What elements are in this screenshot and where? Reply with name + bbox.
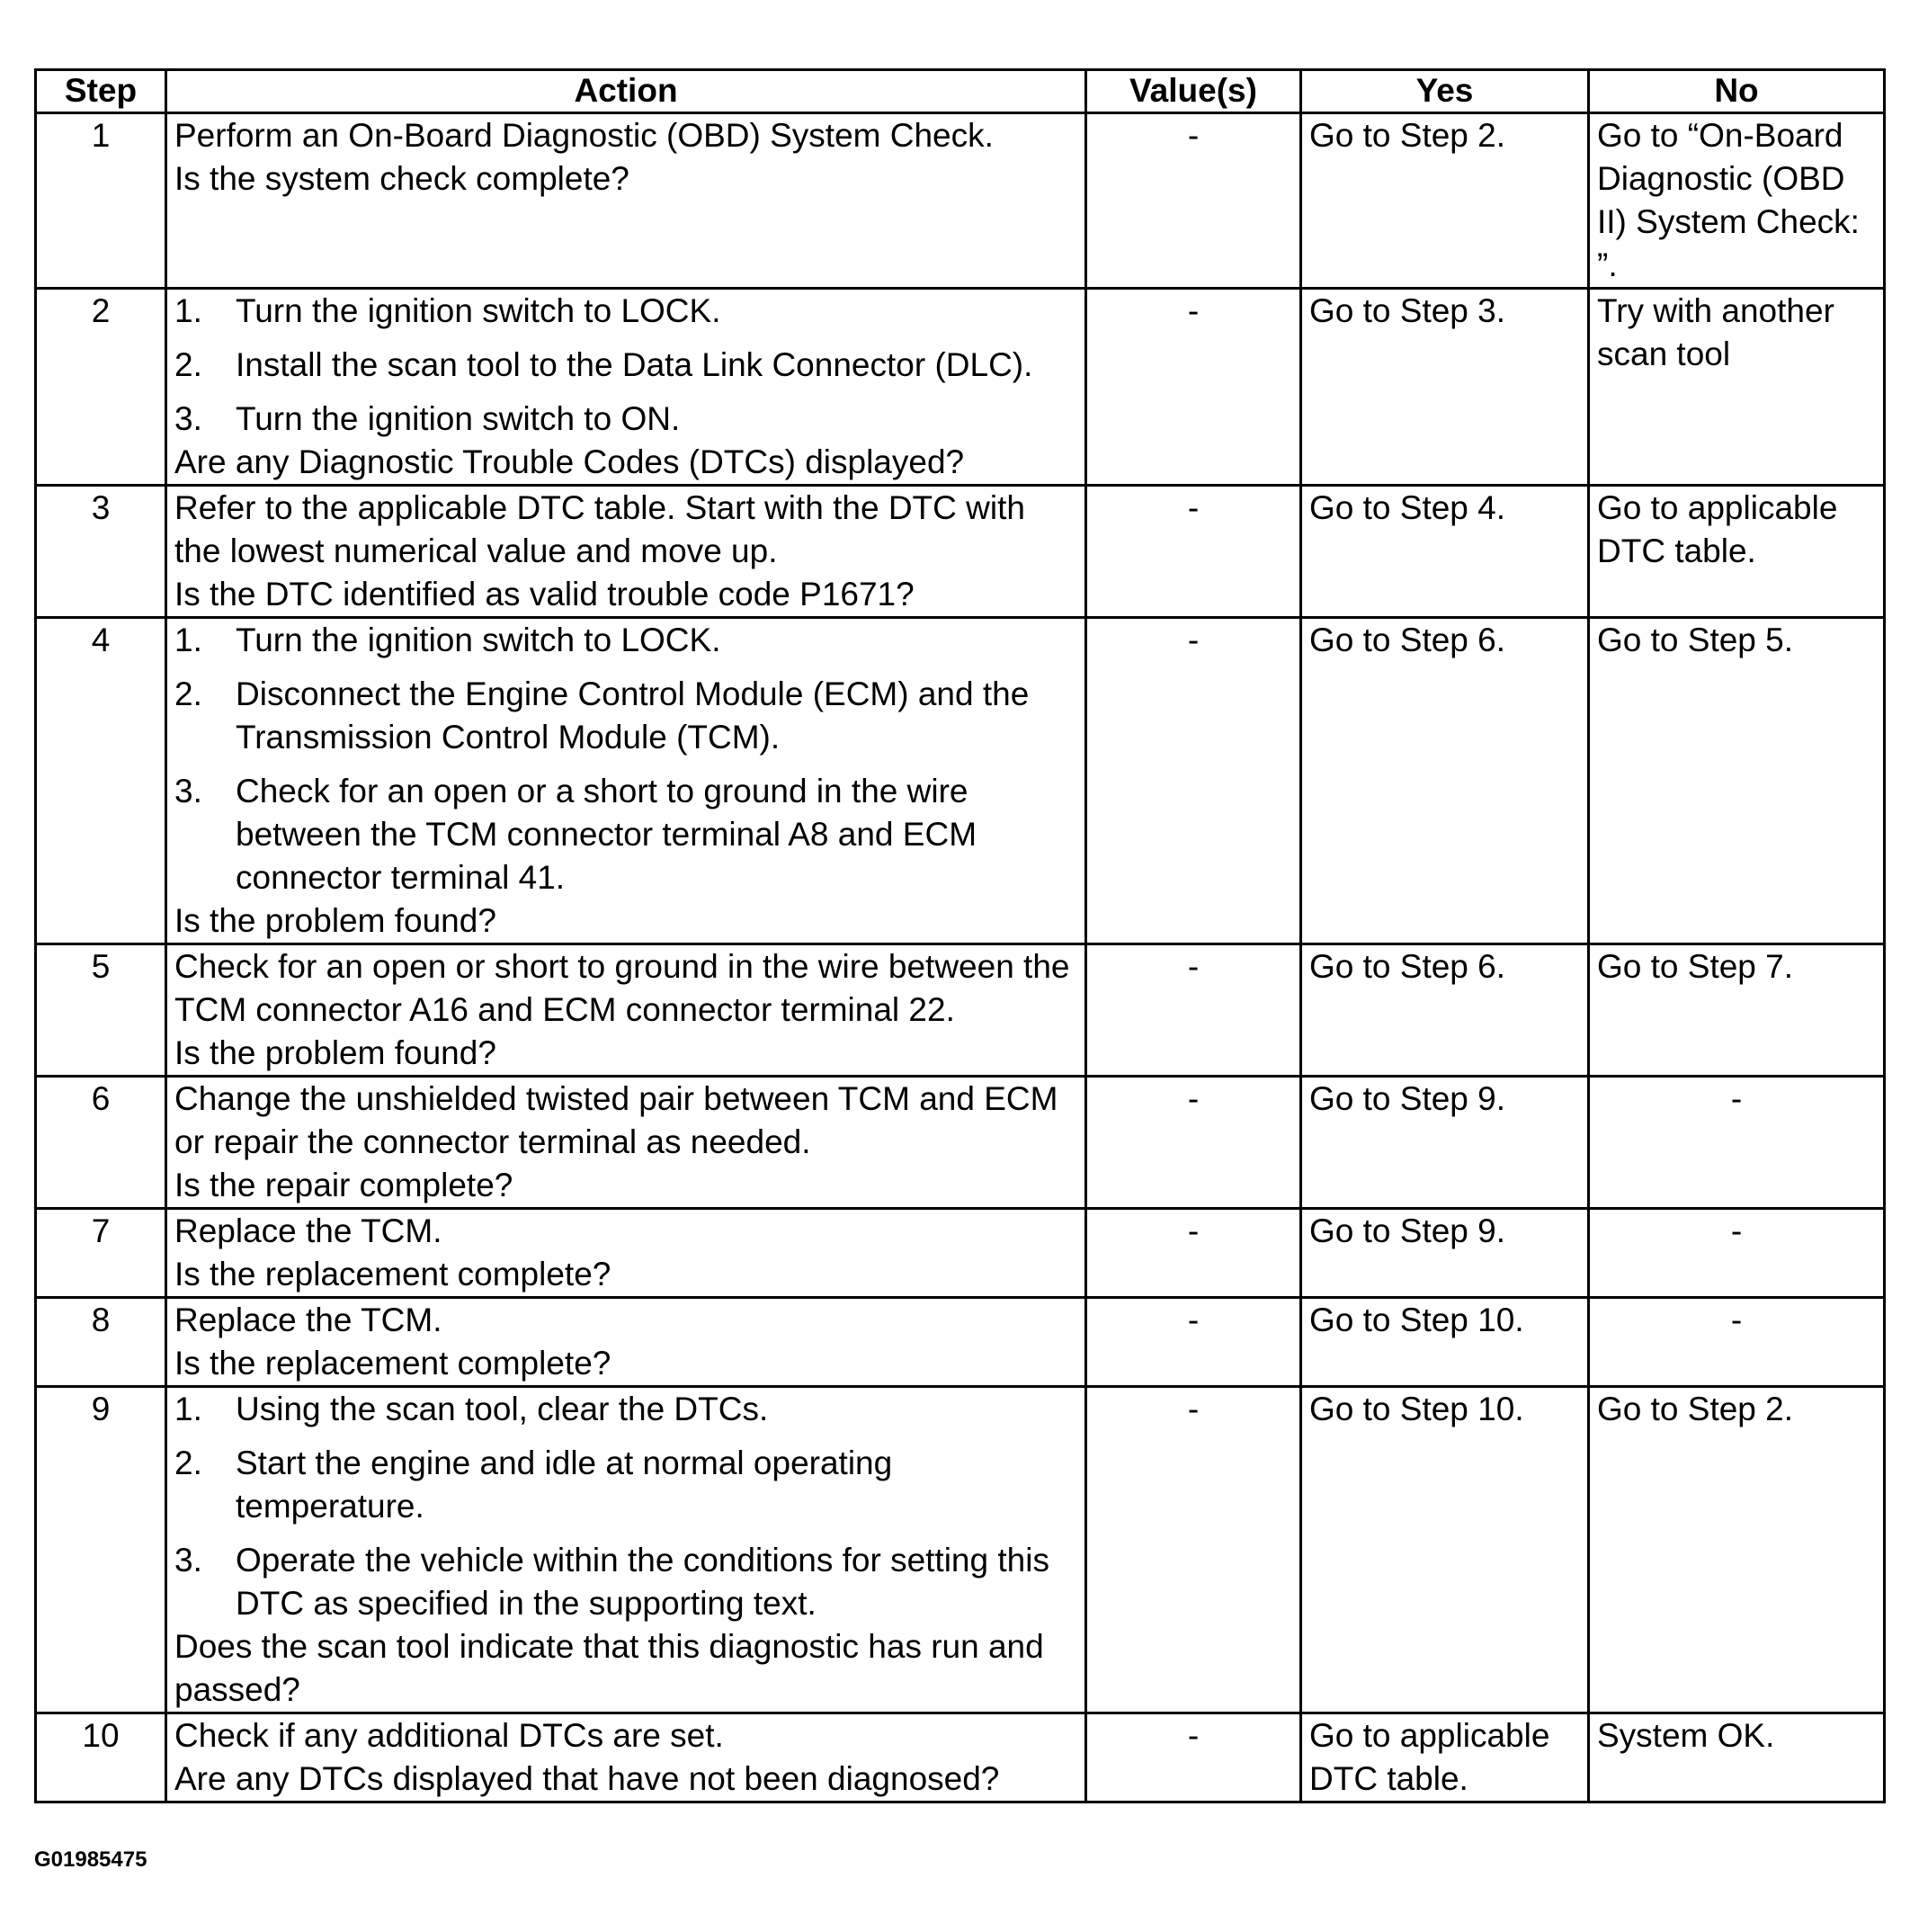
no-cell: Go to Step 2.	[1589, 1387, 1885, 1713]
step-number: 6	[36, 1077, 166, 1209]
substep-number: 1.	[174, 1391, 202, 1427]
value-cell: -	[1086, 486, 1301, 618]
yes-cell: Go to Step 3.	[1301, 289, 1589, 486]
action-question: Is the problem found?	[174, 1034, 496, 1071]
substep-number: 3.	[174, 1542, 202, 1579]
value-cell: -	[1086, 1077, 1301, 1209]
action-question: Does the scan tool indicate that this diagnostic has run and passed?	[174, 1628, 1044, 1708]
action-text: Replace the TCM.	[174, 1212, 442, 1249]
action-text: Refer to the applicable DTC table. Start with the DTC with the lowest numerical value and move up.	[174, 489, 1025, 569]
table-row	[36, 1298, 1885, 1387]
table-body	[36, 113, 1885, 1802]
action-question: Is the replacement complete?	[174, 1345, 611, 1382]
action-text: Check for an open or short to ground in the wire between the TCM connector A16 and ECM connector terminal 22.	[174, 948, 1070, 1028]
action-question: Are any DTCs displayed that have not been diagnosed?	[174, 1760, 1000, 1797]
substep-text: Install the scan tool to the Data Link Connector (DLC).	[236, 346, 1033, 383]
action-cell	[166, 1298, 1086, 1387]
action-text: Change the unshielded twisted pair between TCM and ECM or repair the connector terminal as needed.	[174, 1080, 1058, 1160]
yes-cell: Go to Step 10.	[1301, 1387, 1589, 1713]
no-cell: Go to applicable DTC table.	[1589, 486, 1885, 618]
table-row	[36, 1209, 1885, 1298]
substep-text: Turn the ignition switch to LOCK.	[236, 622, 721, 658]
value-cell: -	[1086, 1298, 1301, 1387]
table-row	[36, 289, 1885, 486]
table-row	[36, 944, 1885, 1077]
action-cell	[166, 1387, 1086, 1713]
substep-list	[174, 619, 1077, 899]
table-row	[36, 1077, 1885, 1209]
action-question: Is the repair complete?	[174, 1167, 513, 1203]
substep-item	[174, 673, 1077, 759]
value-cell: -	[1086, 113, 1301, 289]
table-row	[36, 113, 1885, 289]
step-number: 8	[36, 1298, 166, 1387]
table-row	[36, 486, 1885, 618]
step-number: 10	[36, 1713, 166, 1802]
yes-cell: Go to Step 6.	[1301, 944, 1589, 1077]
header-step: Step	[36, 70, 166, 113]
action-cell	[166, 1077, 1086, 1209]
action-text: Replace the TCM.	[174, 1301, 442, 1338]
substep-number: 2.	[174, 346, 202, 383]
yes-cell: Go to Step 9.	[1301, 1209, 1589, 1298]
substep-item	[174, 619, 1077, 662]
no-cell: System OK.	[1589, 1713, 1885, 1802]
yes-cell: Go to Step 10.	[1301, 1298, 1589, 1387]
yes-cell: Go to Step 9.	[1301, 1077, 1589, 1209]
substep-number: 1.	[174, 622, 202, 658]
action-question: Is the problem found?	[174, 902, 496, 939]
action-cell	[166, 1209, 1086, 1298]
value-cell: -	[1086, 1387, 1301, 1713]
no-cell: -	[1589, 1298, 1885, 1387]
table-row	[36, 1387, 1885, 1713]
value-cell: -	[1086, 618, 1301, 944]
step-number: 1	[36, 113, 166, 289]
no-cell: Go to “On-Board Diagnostic (OBD II) System Check: ”.	[1589, 113, 1885, 289]
action-text: Check if any additional DTCs are set.	[174, 1717, 724, 1754]
substep-number: 2.	[174, 1445, 202, 1481]
substep-text: Using the scan tool, clear the DTCs.	[236, 1391, 769, 1427]
value-cell: -	[1086, 289, 1301, 486]
yes-cell: Go to applicable DTC table.	[1301, 1713, 1589, 1802]
substep-item	[174, 290, 1077, 333]
substep-list	[174, 1388, 1077, 1625]
substep-text: Turn the ignition switch to ON.	[236, 400, 681, 437]
header-values: Value(s)	[1086, 70, 1301, 113]
substep-item	[174, 1388, 1077, 1431]
substep-number: 2.	[174, 675, 202, 712]
table-row	[36, 618, 1885, 944]
step-number: 9	[36, 1387, 166, 1713]
substep-item	[174, 1539, 1077, 1625]
yes-cell: Go to Step 4.	[1301, 486, 1589, 618]
no-cell: -	[1589, 1077, 1885, 1209]
substep-text: Operate the vehicle within the conditions for setting this DTC as specified in the supporting text.	[236, 1542, 1049, 1622]
substep-number: 3.	[174, 773, 202, 809]
step-number: 4	[36, 618, 166, 944]
substep-text: Check for an open or a short to ground in the wire between the TCM connector terminal A8 and ECM connector terminal 41.	[236, 773, 977, 896]
no-cell: Go to Step 7.	[1589, 944, 1885, 1077]
substep-text: Disconnect the Engine Control Module (ECM) and the Transmission Control Module (TCM).	[236, 675, 1030, 756]
substep-item	[174, 398, 1077, 441]
substep-item	[174, 1442, 1077, 1528]
header-action: Action	[166, 70, 1086, 113]
substep-text: Turn the ignition switch to LOCK.	[236, 292, 721, 329]
action-cell	[166, 486, 1086, 618]
action-text: Perform an On-Board Diagnostic (OBD) System Check.	[174, 117, 994, 154]
header-yes: Yes	[1301, 70, 1589, 113]
table-row	[36, 1713, 1885, 1802]
substep-number: 1.	[174, 292, 202, 329]
action-question: Is the DTC identified as valid trouble code P1671?	[174, 576, 915, 613]
action-cell	[166, 1713, 1086, 1802]
action-cell	[166, 944, 1086, 1077]
diagnostic-table	[34, 68, 1886, 1803]
no-cell: Go to Step 5.	[1589, 618, 1885, 944]
table-header-row	[36, 70, 1885, 113]
yes-cell: Go to Step 2.	[1301, 113, 1589, 289]
value-cell: -	[1086, 1713, 1301, 1802]
value-cell: -	[1086, 944, 1301, 1077]
value-cell: -	[1086, 1209, 1301, 1298]
substep-list	[174, 290, 1077, 441]
no-cell: -	[1589, 1209, 1885, 1298]
no-cell: Try with another scan tool	[1589, 289, 1885, 486]
substep-item	[174, 770, 1077, 899]
step-number: 7	[36, 1209, 166, 1298]
step-number: 5	[36, 944, 166, 1077]
action-cell	[166, 113, 1086, 289]
substep-number: 3.	[174, 400, 202, 437]
yes-cell: Go to Step 6.	[1301, 618, 1589, 944]
action-question: Are any Diagnostic Trouble Codes (DTCs) displayed?	[174, 443, 965, 480]
header-no: No	[1589, 70, 1885, 113]
figure-id: G01985475	[34, 1847, 147, 1872]
substep-text: Start the engine and idle at normal operating temperature.	[236, 1445, 893, 1525]
step-number: 3	[36, 486, 166, 618]
substep-item	[174, 344, 1077, 387]
action-cell	[166, 618, 1086, 944]
action-cell	[166, 289, 1086, 486]
action-question: Is the system check complete?	[174, 160, 629, 197]
step-number: 2	[36, 289, 166, 486]
action-question: Is the replacement complete?	[174, 1256, 611, 1292]
